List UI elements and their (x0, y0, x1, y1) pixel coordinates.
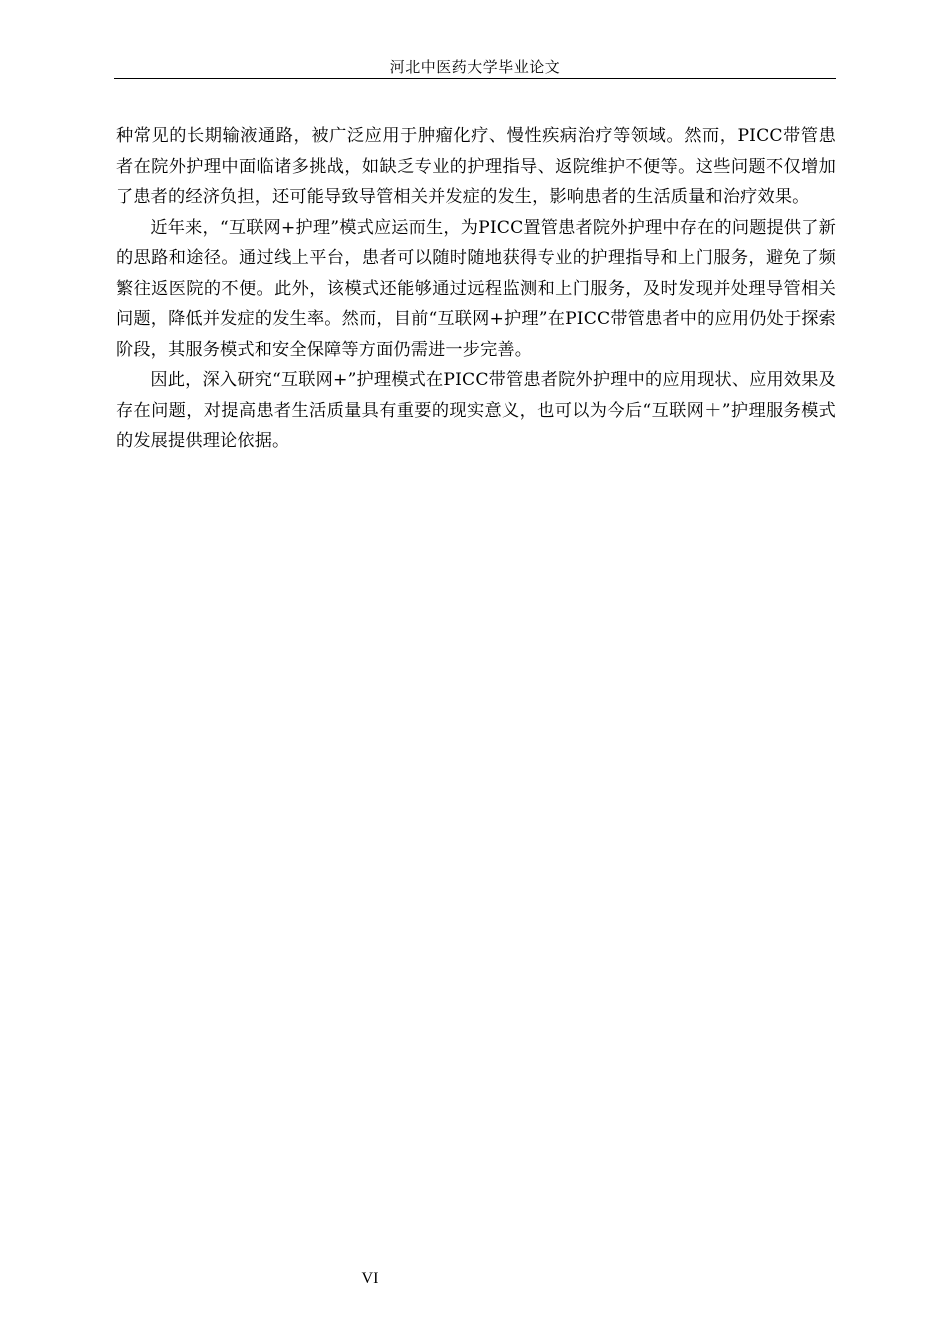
paragraph-internet-nursing: 近年来，“互联网+护理”模式应运而生，为PICC置管患者院外护理中存在的问题提供了新的思路和途径。通过线上平台，患者可以随时随地获得专业的护理指导和上门服务，避免了频繁往返医院的不便。此外，该模式还能够通过远程监测和上门服务，及时发现并处理导管相关问题，降低并发症的发生率。然而，目前“互联网+护理”在PICC带管患者中的应用仍处于探索阶段，其服务模式和安全保障等方面仍需进一步完善。 (116, 217, 836, 360)
body-text (116, 121, 836, 457)
paragraph-continuation: 种常见的长期输液通路，被广泛应用于肿瘤化疗、慢性疾病治疗等领域。然而，PICC带管患者在院外护理中面临诸多挑战，如缺乏专业的护理指导、返院维护不便等。这些问题不仅增加了患者的经济负担，还可能导致导管相关并发症的发生，影响患者的生活质量和治疗效果。 (116, 126, 836, 207)
paragraph-research-significance: 因此，深入研究“互联网+”护理模式在PICC带管患者院外护理中的应用现状、应用效果及存在问题，对提高患者生活质量具有重要的现实意义，也可以为今后“互联网＋”护理服务模式的发展提供理论依据。 (116, 370, 836, 451)
page-number: VI (361, 1270, 379, 1287)
header-divider (114, 78, 836, 79)
page-header-title: 河北中医药大学毕业论文 (389, 58, 561, 76)
